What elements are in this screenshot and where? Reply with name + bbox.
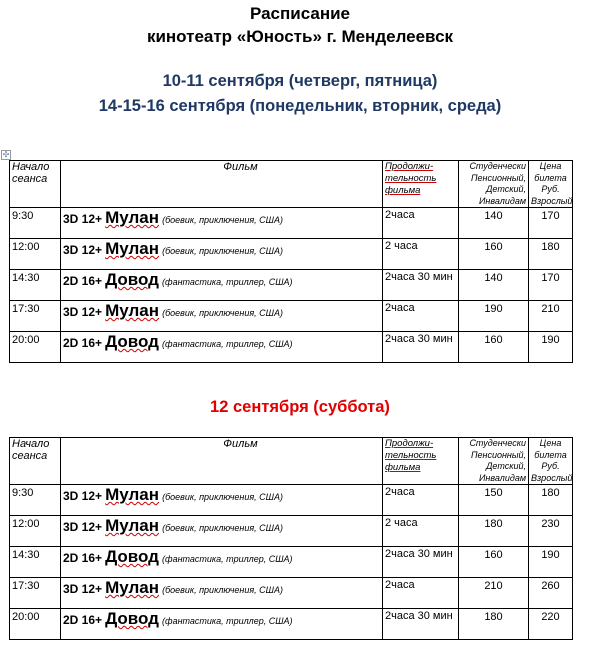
film-genre: (фантастика, триллер, США) [162, 616, 293, 626]
film-duration: 2часа 30 мин [383, 609, 459, 640]
table-row [10, 270, 573, 301]
film-genre: (фантастика, триллер, США) [162, 339, 293, 349]
price-adult: 180 [529, 239, 573, 270]
header-start: Начало сеанса [10, 161, 61, 208]
film-cell [61, 332, 383, 363]
film-duration: 2 часа [383, 239, 459, 270]
header-duration: Продолжи-тельность фильма [383, 161, 459, 208]
film-title: Мулан [105, 239, 160, 258]
session-time: 17:30 [10, 578, 61, 609]
price-discount: 180 [459, 516, 529, 547]
film-format: 2D 16+ [63, 274, 103, 288]
session-time: 12:00 [10, 516, 61, 547]
table-row [10, 578, 573, 609]
session-time: 14:30 [10, 547, 61, 578]
film-duration: 2часа 30 мин [383, 270, 459, 301]
table-row [10, 332, 573, 363]
price-discount: 210 [459, 578, 529, 609]
session-time: 17:30 [10, 301, 61, 332]
schedule-table-weekdays [9, 160, 573, 363]
price-adult: 170 [529, 208, 573, 239]
price-discount: 180 [459, 609, 529, 640]
session-time: 12:00 [10, 239, 61, 270]
table-row [10, 208, 573, 239]
film-duration: 2часа [383, 301, 459, 332]
film-cell [61, 578, 383, 609]
film-title: Мулан [105, 301, 160, 320]
film-format: 3D 12+ [63, 212, 103, 226]
film-cell [61, 208, 383, 239]
table-row [10, 239, 573, 270]
film-format: 3D 12+ [63, 489, 103, 503]
film-cell [61, 239, 383, 270]
table-row [10, 609, 573, 640]
table-move-handle-icon[interactable]: ✣ [2, 150, 10, 159]
table-row [10, 547, 573, 578]
header-discount: Студенчески Пенсионный, Детский, Инвалидам [459, 161, 529, 208]
film-cell [61, 485, 383, 516]
page-title: Расписание [249, 4, 351, 23]
table-row [10, 485, 573, 516]
film-cell [61, 547, 383, 578]
price-discount: 160 [459, 332, 529, 363]
film-title: Мулан [105, 578, 160, 597]
film-genre: (боевик, приключения, США) [162, 215, 283, 225]
film-duration: 2часа [383, 485, 459, 516]
film-genre: (боевик, приключения, США) [162, 246, 283, 256]
film-duration: 2часа [383, 578, 459, 609]
film-duration: 2 часа [383, 516, 459, 547]
price-adult: 180 [529, 485, 573, 516]
price-adult: 190 [529, 332, 573, 363]
session-time: 20:00 [10, 609, 61, 640]
price-discount: 140 [459, 208, 529, 239]
price-adult: 170 [529, 270, 573, 301]
film-title: Мулан [105, 485, 160, 504]
film-format: 2D 16+ [63, 336, 103, 350]
film-duration: 2часа [383, 208, 459, 239]
price-discount: 140 [459, 270, 529, 301]
cinema-name: кинотеатр «Юность» г. Менделеевск [146, 27, 454, 46]
price-adult: 190 [529, 547, 573, 578]
header-price: Цена билета Руб. Взрослый [529, 438, 573, 485]
film-genre: (фантастика, триллер, США) [162, 277, 293, 287]
price-discount: 160 [459, 547, 529, 578]
film-genre: (фантастика, триллер, США) [162, 554, 293, 564]
session-time: 9:30 [10, 208, 61, 239]
film-cell [61, 270, 383, 301]
session-time: 9:30 [10, 485, 61, 516]
film-format: 3D 12+ [63, 582, 103, 596]
header-start: Начало сеанса [10, 438, 61, 485]
header-film: Фильм [61, 161, 383, 208]
session-time: 14:30 [10, 270, 61, 301]
film-cell [61, 301, 383, 332]
film-genre: (боевик, приключения, США) [162, 492, 283, 502]
price-adult: 230 [529, 516, 573, 547]
section1-dates-line1: 10-11 сентября (четверг, пятница) [162, 72, 438, 90]
film-genre: (боевик, приключения, США) [162, 523, 283, 533]
film-genre: (боевик, приключения, США) [162, 585, 283, 595]
header-film: Фильм [61, 438, 383, 485]
film-title: Мулан [105, 208, 160, 227]
header-duration: Продолжи-тельность фильма [383, 438, 459, 485]
film-title: Довод [105, 270, 159, 289]
section2-dates: 12 сентября (суббота) [210, 398, 390, 416]
film-duration: 2часа 30 мин [383, 332, 459, 363]
film-format: 2D 16+ [63, 551, 103, 565]
film-title: Довод [105, 609, 159, 628]
table-row [10, 301, 573, 332]
film-format: 3D 12+ [63, 243, 103, 257]
film-format: 3D 12+ [63, 305, 103, 319]
table-row [10, 516, 573, 547]
schedule-table-saturday [9, 437, 573, 640]
price-discount: 160 [459, 239, 529, 270]
price-discount: 190 [459, 301, 529, 332]
film-cell [61, 516, 383, 547]
price-adult: 220 [529, 609, 573, 640]
header-price: Цена билета Руб. Взрослый [529, 161, 573, 208]
table-header-row [10, 438, 573, 485]
price-adult: 260 [529, 578, 573, 609]
film-duration: 2часа 30 мин [383, 547, 459, 578]
section1-dates-line2: 14-15-16 сентября (понедельник, вторник, среда) [98, 97, 502, 115]
film-title: Довод [105, 547, 159, 566]
film-format: 3D 12+ [63, 520, 103, 534]
film-cell [61, 609, 383, 640]
table-header-row [10, 161, 573, 208]
film-title: Мулан [105, 516, 160, 535]
film-format: 2D 16+ [63, 613, 103, 627]
header-discount: Студенчески Пенсионный, Детский, Инвалидам [459, 438, 529, 485]
price-discount: 150 [459, 485, 529, 516]
film-title: Довод [105, 332, 159, 351]
session-time: 20:00 [10, 332, 61, 363]
price-adult: 210 [529, 301, 573, 332]
film-genre: (боевик, приключения, США) [162, 308, 283, 318]
